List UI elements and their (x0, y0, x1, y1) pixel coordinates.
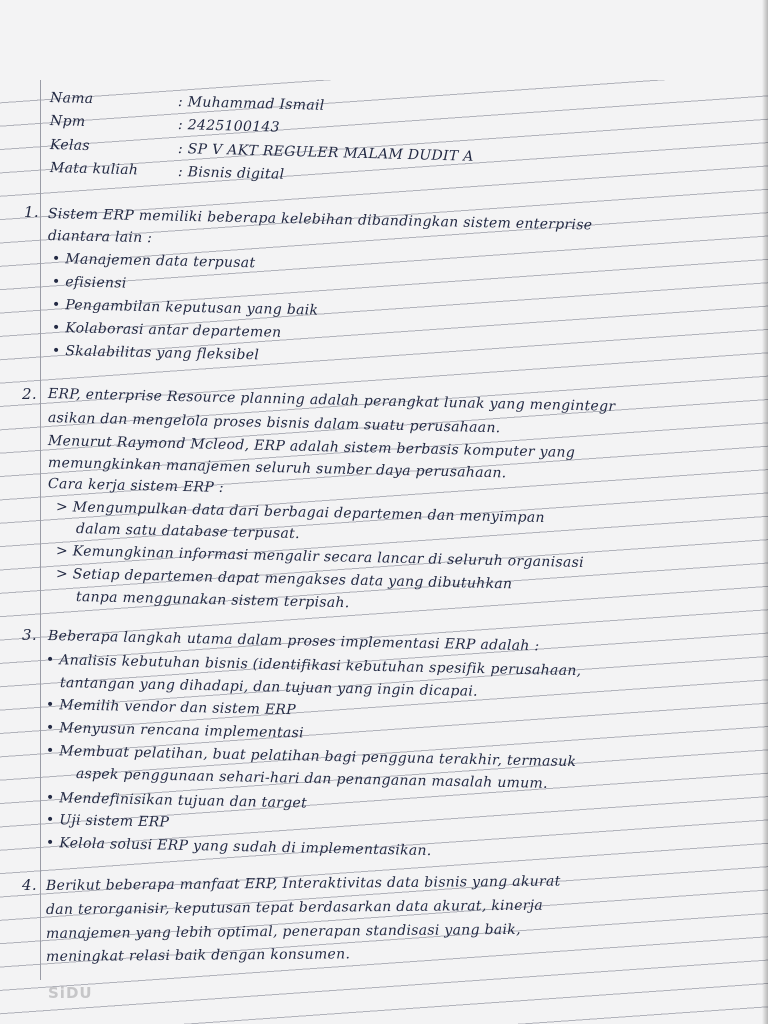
q2-item: > Mengumpulkan data dari berbagai departemen dan menyimpan (55, 499, 545, 527)
q3-line: Beberapa langkah utama dalam proses implementasi ERP adalah : (47, 628, 540, 655)
q1-line: diantara lain : (47, 228, 153, 247)
q2-number: 2. (22, 385, 37, 403)
q4-number: 4. (22, 876, 37, 894)
q4-line: meningkat relasi baik dengan konsumen. (45, 946, 351, 965)
q3-item: tantangan yang dihadapi, dan tujuan yang ingin dicapai. (59, 675, 479, 700)
q1-bullet: • Kolaborasi antar departemen (51, 320, 282, 341)
notebook-brand-logo: SiDU (48, 984, 93, 1002)
q2-line: ERP, enterprise Resource planning adalah perangkat lunak yang mengintegr (47, 386, 616, 415)
kelas-label: Kelas (49, 137, 91, 155)
q1-bullet: • Skalabilitas yang fleksibel (51, 343, 260, 364)
q2-line: asikan dan mengelola proses bisnis dalam suatu perusahaan. (47, 410, 501, 437)
q1-line: Sistem ERP memiliki beberapa kelebihan dibandingkan sistem enterprise (47, 206, 593, 234)
q3-item: aspek penggunaan sehari-hari dan penanganan masalah umum. (75, 766, 549, 792)
q2-line: Cara kerja sistem ERP : (47, 476, 225, 496)
nama-value: : Muhammad Ismail (177, 94, 325, 114)
q3-item: • Menyusun rencana implementasi (45, 720, 305, 742)
q3-item: • Mendefinisikan tujuan dan target (45, 790, 308, 812)
q2-line: Menurut Raymond Mcleod, ERP adalah sistem berbasis komputer yang (47, 433, 576, 461)
kelas-value: : SP V AKT REGULER MALAM DUDIT A (177, 141, 474, 165)
q2-item: tanpa menggunakan sistem terpisah. (75, 589, 350, 612)
page-shadow (762, 0, 768, 1024)
q2-item: > Kemungkinan informasi mengalir secara lancar di seluruh organisasi (55, 543, 585, 571)
matkul-value: : Bisnis digital (177, 164, 285, 183)
q1-bullet: • Manajemen data terpusat (51, 251, 256, 272)
q3-item: • Kelola solusi ERP yang sudah di implementasikan. (45, 835, 432, 860)
q4-line: Berikut beberapa manfaat ERP, Interaktivitas data bisnis yang akurat (45, 873, 561, 894)
nama-label: Nama (49, 90, 94, 108)
q3-item: • Membuat pelatihan, buat pelatihan bagi pengguna terakhir, termasuk (45, 743, 577, 771)
margin-line (40, 80, 41, 980)
q3-item: • Analisis kebutuhan bisnis (identifikasi kebutuhan spesifik perusahaan, (45, 652, 582, 680)
q3-item: • Uji sistem ERP (45, 812, 170, 831)
q3-item: • Memilih vendor dan sistem ERP (45, 697, 297, 719)
q4-line: manajemen yang lebih optimal, penerapan standisasi yang baik, (45, 921, 521, 942)
q4-line: dan terorganisir, keputusan tepat berdasarkan data akurat, kinerja (45, 897, 544, 918)
q1-bullet: • Pengambilan keputusan yang baik (51, 297, 319, 319)
q1-bullet: • efisiensi (51, 274, 127, 292)
q2-item: dalam satu database terpusat. (75, 521, 301, 543)
q3-number: 3. (22, 626, 37, 644)
npm-label: Npm (49, 113, 86, 130)
q1-number: 1. (24, 203, 39, 221)
matkul-label: Mata kuliah (49, 160, 139, 179)
q2-line: memungkinkan manajemen seluruh sumber daya perusahaan. (47, 455, 507, 482)
npm-value: : 2425100143 (177, 117, 281, 136)
q2-item: > Setiap departemen dapat mengakses data yang dibutuhkan (55, 566, 513, 593)
